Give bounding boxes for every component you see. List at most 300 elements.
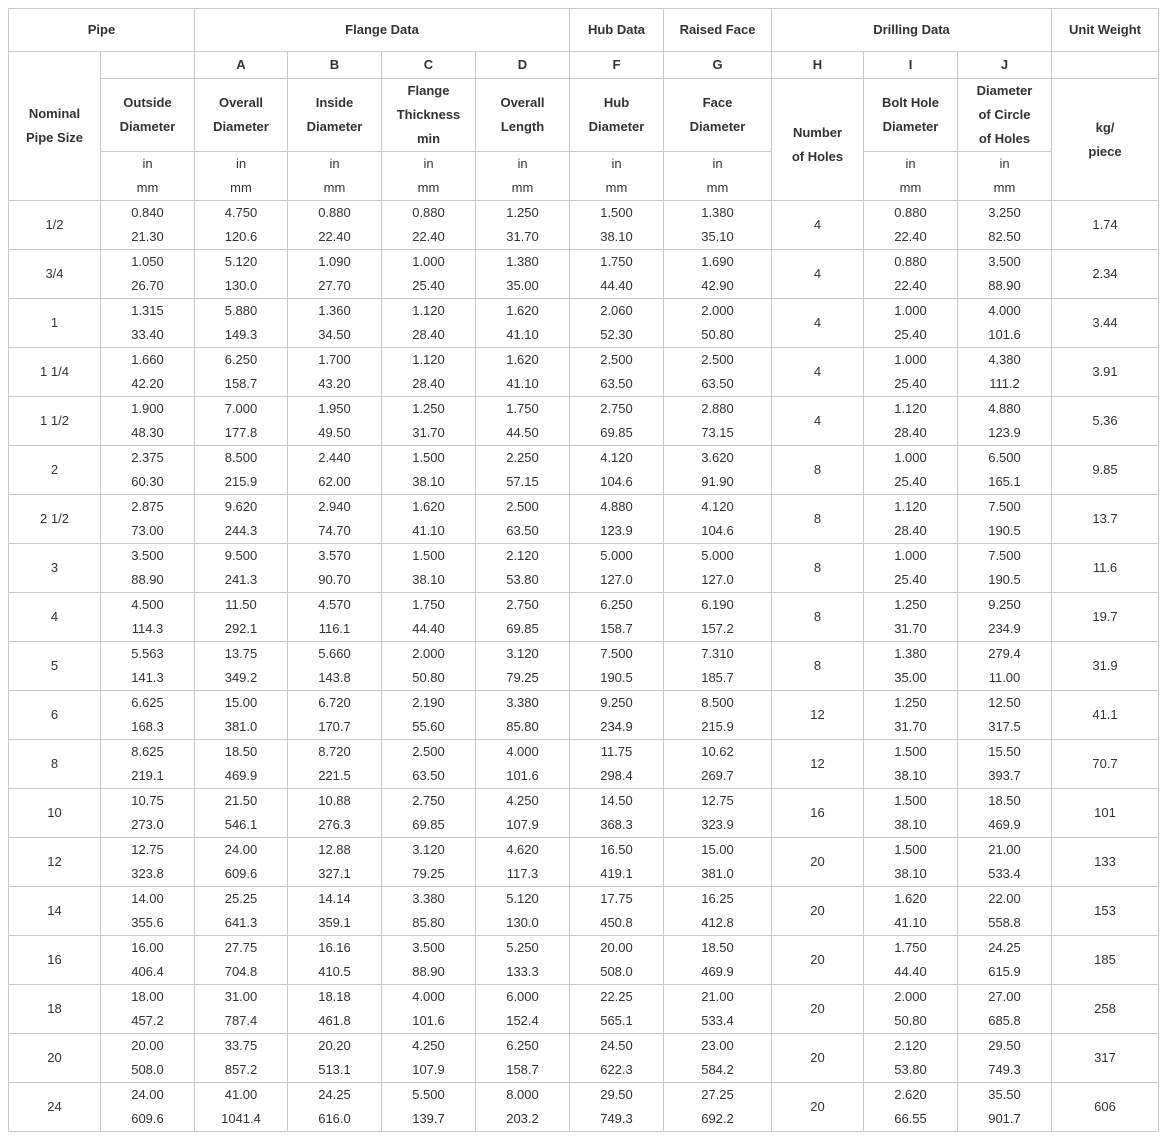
unit-cell [195,152,288,201]
value-mm: 359.1 [318,915,351,930]
value-in: 4.750 [224,205,258,220]
value-mm: 28.40 [412,376,445,391]
value-in: 7.000 [224,401,258,416]
value-mm: 114.3 [131,621,164,636]
cell-unit-weight: 70.7 [1052,740,1159,789]
header-line: Nominal [28,106,81,121]
value-in: 1.750 [600,254,633,269]
header-line: Flange [407,83,450,98]
value-in: 3.500 [412,940,445,955]
cell-g [664,544,772,593]
letter-d: D [476,52,570,79]
value-in: 2.120 [894,1038,927,1053]
cell-nominal-pipe-size: 1 [9,299,101,348]
header-line: Bolt Hole [881,95,940,110]
value-in: 11.75 [600,744,633,759]
header-line: Pipe Size [25,130,84,145]
cell-number-of-holes: 20 [772,1083,864,1132]
cell-number-of-holes: 20 [772,936,864,985]
unit-cell [101,152,195,201]
value-mm: 513.1 [318,1062,351,1077]
cell-b [288,201,382,250]
value-in: 10.75 [131,793,164,808]
cell-j [958,789,1052,838]
value-in: 2.620 [894,1087,927,1102]
cell-b [288,299,382,348]
value-in: 8.625 [131,744,164,759]
value-mm: 609.6 [131,1111,164,1126]
value-in: 1.000 [894,548,927,563]
value-in: 20.00 [131,1038,164,1053]
cell-a [195,201,288,250]
value-in: 1.360 [318,303,351,318]
value-in: 27.75 [224,940,258,955]
value-mm: 533.4 [988,866,1021,881]
cell-a [195,348,288,397]
header-bolt-hole-diameter [864,79,958,152]
value-mm: 127.0 [600,572,633,587]
cell-od [101,642,195,691]
cell-nominal-pipe-size: 1 1/4 [9,348,101,397]
unit-mm: mm [417,180,440,195]
cell-f [570,397,664,446]
cell-i [864,1034,958,1083]
cell-f [570,495,664,544]
value-in: 3.570 [318,548,351,563]
value-in: 18.50 [988,793,1021,808]
letter-blank [1052,52,1159,79]
value-in: 0.840 [131,205,164,220]
header-inside-diameter [288,79,382,152]
cell-i [864,838,958,887]
cell-b [288,250,382,299]
cell-j [958,838,1052,887]
value-in: 23.00 [701,1038,734,1053]
value-mm: 74.70 [318,523,351,538]
header-line: Diameter [213,119,269,134]
value-in: 2.500 [600,352,633,367]
value-in: 33.75 [224,1038,258,1053]
value-in: 1.700 [318,352,351,367]
value-in: 29.50 [600,1087,633,1102]
header-overall-diameter [195,79,288,152]
value-mm: 787.4 [224,1013,258,1028]
cell-a [195,789,288,838]
cell-g [664,740,772,789]
value-in: 18.18 [318,989,351,1004]
cell-nominal-pipe-size: 5 [9,642,101,691]
group-header-flange-data: Flange Data [195,9,570,52]
value-in: 4.880 [988,401,1021,416]
value-in: 5.250 [506,940,539,955]
value-mm: 149.3 [224,327,258,342]
value-mm: 203.2 [506,1111,539,1126]
cell-b [288,642,382,691]
value-mm: 190.5 [988,572,1021,587]
cell-f [570,691,664,740]
value-mm: 381.0 [224,719,258,734]
value-mm: 25.40 [412,278,445,293]
table-row [9,446,1159,495]
value-in: 6.250 [506,1038,539,1053]
value-mm: 11.00 [988,670,1021,685]
value-in: 27.25 [701,1087,734,1102]
letter-j: J [958,52,1052,79]
cell-i [864,201,958,250]
header-line: of Holes [978,131,1031,146]
unit-cell [476,152,570,201]
value-in: 25.25 [224,891,258,906]
unit-cell [288,152,382,201]
value-in: 5.563 [131,646,164,661]
value-mm: 139.7 [412,1111,445,1126]
value-mm: 190.5 [600,670,633,685]
value-in: 5.120 [224,254,258,269]
table-row [9,397,1159,446]
value-mm: 609.6 [224,866,258,881]
cell-unit-weight: 153 [1052,887,1159,936]
value-in: 3.620 [701,450,734,465]
value-in: 15.00 [224,695,258,710]
cell-i [864,250,958,299]
unit-mm: mm [899,180,922,195]
cell-od [101,1034,195,1083]
value-in: 5.660 [318,646,351,661]
cell-d [476,397,570,446]
value-in: 3.500 [988,254,1021,269]
cell-nominal-pipe-size: 6 [9,691,101,740]
value-in: 1.900 [131,401,164,416]
cell-d [476,789,570,838]
value-mm: 44.50 [506,425,539,440]
cell-od [101,789,195,838]
value-in: 8.500 [224,450,258,465]
cell-j [958,495,1052,544]
value-in: 6.625 [131,695,164,710]
cell-nominal-pipe-size: 1/2 [9,201,101,250]
value-mm: 27.70 [318,278,351,293]
value-mm: 53.80 [894,1062,927,1077]
value-mm: 42.20 [131,376,164,391]
value-in: 4.880 [600,499,633,514]
value-in: 1.500 [894,793,927,808]
value-in: 16.25 [701,891,734,906]
value-in: 1.500 [894,744,927,759]
value-in: 1.120 [894,499,927,514]
cell-a [195,691,288,740]
cell-number-of-holes: 4 [772,348,864,397]
cell-unit-weight: 3.91 [1052,348,1159,397]
value-mm: 25.40 [894,327,927,342]
letter-blank [101,52,195,79]
value-in: 15.00 [701,842,734,857]
value-mm: 393.7 [988,768,1021,783]
cell-nominal-pipe-size: 10 [9,789,101,838]
letter-g: G [664,52,772,79]
value-in: 21.00 [988,842,1021,857]
cell-d [476,446,570,495]
value-mm: 130.0 [506,915,539,930]
cell-a [195,985,288,1034]
cell-od [101,691,195,740]
cell-od [101,740,195,789]
cell-unit-weight: 101 [1052,789,1159,838]
value-in: 2.000 [894,989,927,1004]
cell-od [101,544,195,593]
value-in: 41.00 [224,1087,258,1102]
value-in: 1.380 [701,205,734,220]
cell-f [570,446,664,495]
cell-f [570,250,664,299]
cell-d [476,691,570,740]
cell-od [101,495,195,544]
value-in: 18.00 [131,989,164,1004]
cell-g [664,348,772,397]
value-mm: 158.7 [506,1062,539,1077]
value-in: 2.000 [412,646,445,661]
value-mm: 406.4 [131,964,164,979]
value-mm: 44.40 [894,964,927,979]
cell-nominal-pipe-size: 14 [9,887,101,936]
cell-j [958,985,1052,1034]
value-mm: 35.00 [894,670,927,685]
table-row [9,348,1159,397]
value-mm: 34.50 [318,327,351,342]
header-line: Diameter [882,119,939,134]
cell-d [476,201,570,250]
table-row [9,642,1159,691]
value-mm: 21.30 [131,229,164,244]
cell-b [288,789,382,838]
value-in: 12.75 [701,793,734,808]
cell-c [382,936,476,985]
value-mm: 165.1 [988,474,1021,489]
value-mm: 69.85 [506,621,539,636]
cell-od [101,299,195,348]
value-in: 8.000 [506,1087,539,1102]
unit-cell [382,152,476,201]
value-mm: 104.6 [701,523,734,538]
value-mm: 317.5 [988,719,1021,734]
cell-d [476,299,570,348]
cell-f [570,985,664,1034]
value-in: 2.500 [412,744,445,759]
value-mm: 73.00 [131,523,164,538]
value-in: 3.120 [506,646,539,661]
cell-d [476,495,570,544]
unit-in: in [712,156,723,171]
value-mm: 215.9 [224,474,258,489]
unit-mm: mm [323,180,346,195]
unit-in: in [235,156,247,171]
value-in: 1.500 [894,842,927,857]
header-line: Hub [603,95,630,110]
value-in: 2.375 [131,450,164,465]
cell-j [958,691,1052,740]
value-mm: 130.0 [224,278,258,293]
cell-unit-weight: 11.6 [1052,544,1159,593]
value-in: 1.250 [894,695,927,710]
cell-j [958,887,1052,936]
value-in: 24.00 [224,842,258,857]
value-mm: 50.80 [701,327,734,342]
value-mm: 117.3 [506,866,539,881]
cell-a [195,936,288,985]
value-in: 4.000 [988,303,1021,318]
cell-c [382,838,476,887]
cell-b [288,397,382,446]
value-mm: 219.1 [131,768,164,783]
cell-od [101,593,195,642]
value-mm: 101.6 [506,768,539,783]
value-mm: 349.2 [224,670,258,685]
value-in: 1.620 [506,303,539,318]
header-line: min [416,131,441,146]
cell-g [664,789,772,838]
cell-c [382,740,476,789]
value-mm: 692.2 [701,1111,734,1126]
unit-in: in [611,156,622,171]
cell-c [382,887,476,936]
cell-b [288,495,382,544]
value-in: 4.250 [506,793,539,808]
value-in: 4.120 [600,450,633,465]
value-mm: 276.3 [318,817,351,832]
value-in: 2.440 [318,450,351,465]
value-mm: 50.80 [412,670,445,685]
cell-j [958,299,1052,348]
value-mm: 461.8 [318,1013,351,1028]
letter-b: B [288,52,382,79]
value-in: 6.500 [988,450,1021,465]
value-in: 10.88 [318,793,351,808]
value-in: 3.250 [988,205,1021,220]
value-in: 20.20 [318,1038,351,1053]
value-mm: 49.50 [318,425,351,440]
cell-number-of-holes: 8 [772,642,864,691]
cell-unit-weight: 31.9 [1052,642,1159,691]
cell-unit-weight: 1.74 [1052,201,1159,250]
cell-c [382,593,476,642]
value-in: 6.190 [701,597,734,612]
cell-i [864,789,958,838]
cell-number-of-holes: 8 [772,544,864,593]
cell-a [195,1083,288,1132]
value-mm: 704.8 [224,964,258,979]
cell-d [476,838,570,887]
cell-g [664,936,772,985]
cell-od [101,936,195,985]
value-in: 29.50 [988,1038,1021,1053]
header-line: Inside [315,95,354,110]
header-line: Diameter [976,83,1033,98]
value-mm: 41.10 [506,376,539,391]
value-mm: 323.9 [701,817,734,832]
value-mm: 38.10 [894,817,927,832]
value-mm: 41.10 [894,915,927,930]
cell-number-of-holes: 12 [772,740,864,789]
value-in: 1.000 [412,254,445,269]
cell-c [382,642,476,691]
value-in: 3.380 [506,695,539,710]
value-in: 3.380 [412,891,445,906]
value-in: 1.500 [412,450,445,465]
cell-b [288,838,382,887]
value-in: 1.950 [318,401,351,416]
cell-nominal-pipe-size: 24 [9,1083,101,1132]
cell-i [864,936,958,985]
cell-f [570,593,664,642]
cell-i [864,397,958,446]
unit-cell [664,152,772,201]
cell-b [288,348,382,397]
unit-cell [864,152,958,201]
cell-i [864,985,958,1034]
cell-d [476,887,570,936]
value-in: 1.690 [701,254,734,269]
cell-j [958,544,1052,593]
cell-f [570,789,664,838]
value-in: 16.16 [318,940,351,955]
cell-f [570,936,664,985]
unit-in: in [329,156,340,171]
value-mm: 469.9 [701,964,734,979]
cell-b [288,1034,382,1083]
value-in: 2.500 [701,352,734,367]
header-diameter-of-circle-of-holes [958,79,1052,152]
cell-a [195,250,288,299]
unit-in: in [517,156,528,171]
value-mm: 123.9 [988,425,1021,440]
table-row [9,691,1159,740]
header-flange-thickness [382,79,476,152]
cell-unit-weight: 3.44 [1052,299,1159,348]
value-in: 4.570 [318,597,351,612]
cell-a [195,544,288,593]
value-in: 2.750 [600,401,633,416]
value-mm: 63.50 [701,376,734,391]
cell-g [664,593,772,642]
value-in: 1.380 [894,646,927,661]
value-in: 3.500 [131,548,164,563]
value-mm: 38.10 [412,474,445,489]
value-mm: 101.6 [988,327,1021,342]
value-mm: 508.0 [131,1062,164,1077]
value-in: 2.000 [701,303,734,318]
cell-f [570,201,664,250]
value-mm: 412.8 [701,915,734,930]
letter-h: H [772,52,864,79]
value-in: 1.250 [506,205,539,220]
value-in: 6.250 [224,352,258,367]
value-mm: 82.50 [988,229,1021,244]
value-in: 9.250 [600,695,633,710]
value-in: 17.75 [600,891,633,906]
value-mm: 38.10 [412,572,445,587]
cell-nominal-pipe-size: 2 [9,446,101,495]
value-in: 13.75 [224,646,258,661]
cell-f [570,544,664,593]
value-in: 18.50 [701,940,734,955]
cell-od [101,446,195,495]
value-in: 12.75 [131,842,164,857]
cell-od [101,838,195,887]
value-in: 31.00 [224,989,258,1004]
cell-c [382,299,476,348]
value-in: 1.000 [894,450,927,465]
value-in: 0.880 [894,254,927,269]
value-mm: 44.40 [412,621,445,636]
